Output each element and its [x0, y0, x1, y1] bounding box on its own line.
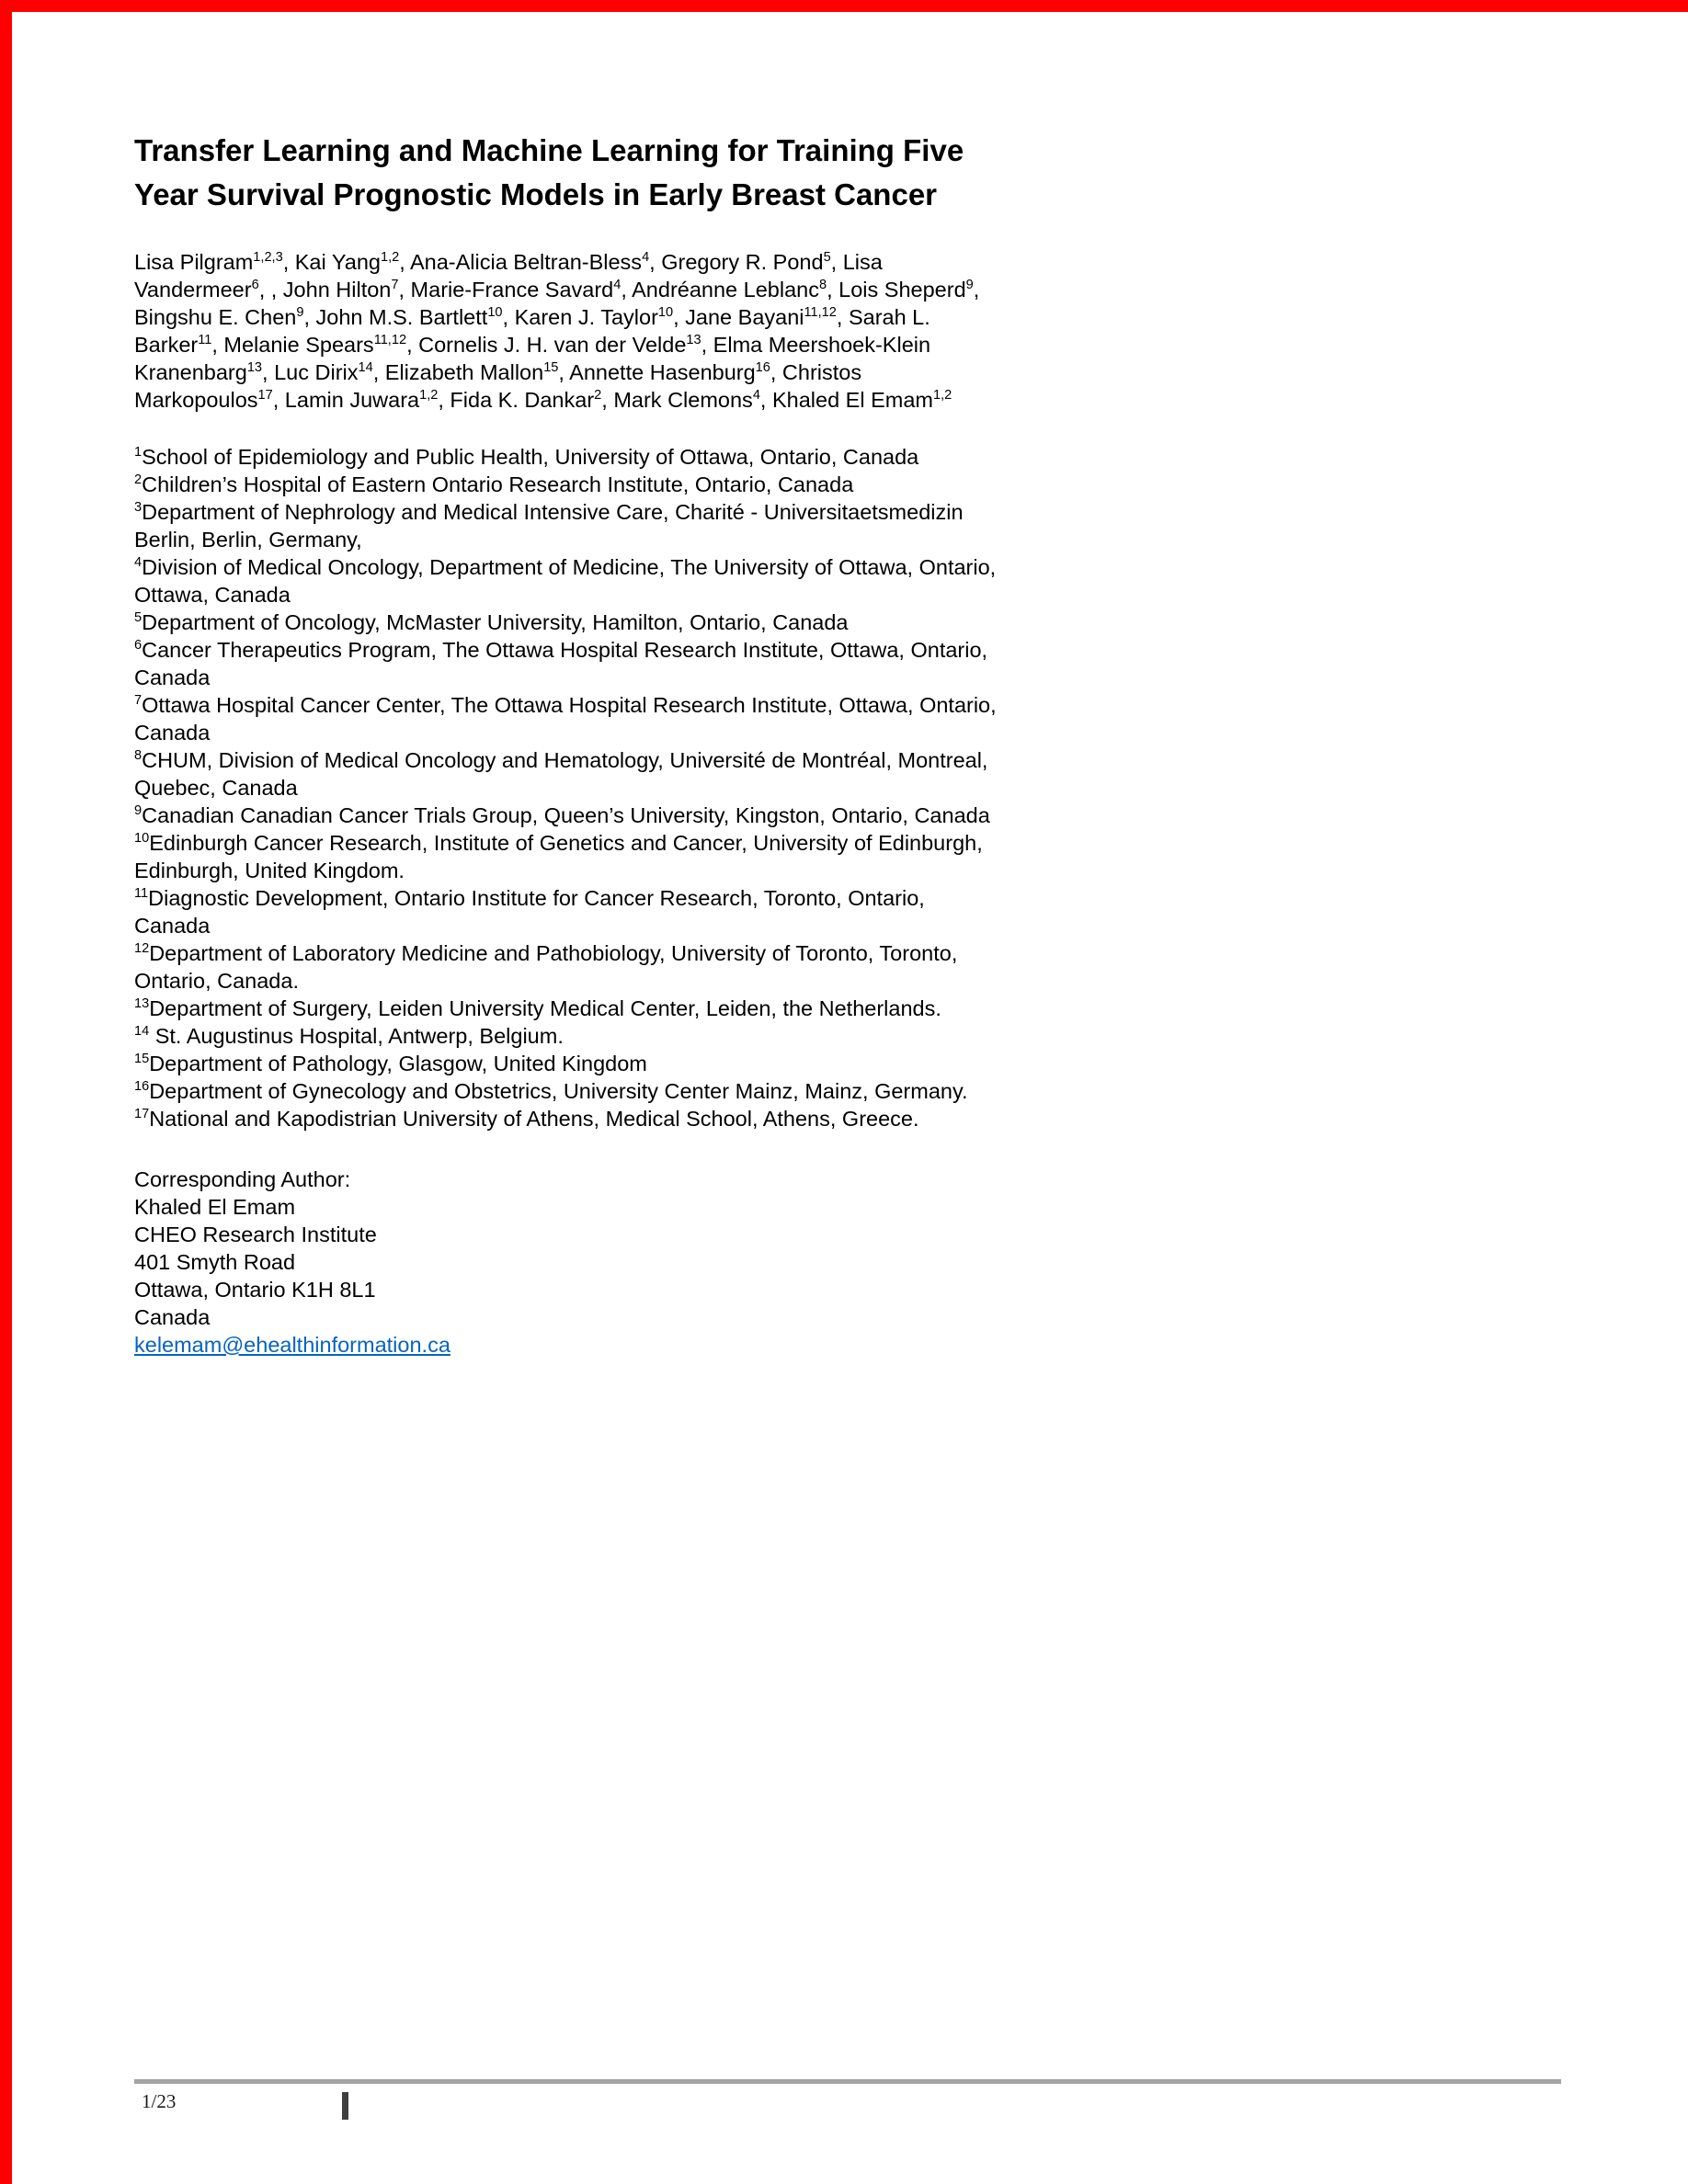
affiliation-number-sup: 14: [134, 1024, 150, 1040]
author-list: Lisa Pilgram$^{1,2,3}$, Kai Yang$^{1,2}$, Ana-Alicia Beltran-Bless$^4$, Gregory R. Pond$^5$, Lisa Vandermeer$^6$, , John Hilton$^7$, Marie-France Savard$^4$, Andréanne Leblanc$^8$, Lois Sheperd$^9$, Bingshu E. Chen$^9$, John M.S. Bartlett$^{10}$, Karen J. Taylor$^{10}$, Jane Bayani$^{11,12}$, Sarah L. Barker$^{11}$, Melanie Spears$^{11,12}$, Cornelis J. H. van der Velde$^{13}$, Elma Meershoek-Klein Kranenbarg$^{13}$, Luc Dirix$^{14}$, Elizabeth Mallon$^{15}$, Annette Hasenburg$^{16}$, Christos Markopoulos$^{17}$, Lamin Juwara$^{1,2}$, Fida K. Dankar$^2$, Mark Clemons$^4$, Khaled El Emam$^{1,2}$: [134, 250, 980, 412]
page-content: [134, 129, 1008, 1359]
affiliation-number-sup: 10: [134, 831, 150, 847]
corresponding-author-city: Ottawa, Ontario K1H 8L1: [134, 1278, 376, 1302]
affiliation-number-sup: 11: [134, 886, 149, 902]
affiliation-number-sup: 17: [134, 1107, 150, 1122]
author-affiliation-sup: 16: [755, 360, 770, 376]
affiliation-number-sup: 12: [134, 941, 150, 957]
affiliation-item: $^9$Canadian Canadian Cancer Trials Group, Queen’s University, Kingston, Ontario, Canada: [134, 803, 990, 827]
author-affiliation-sup: 4: [613, 278, 622, 293]
author-affiliation-sup: 10: [487, 305, 503, 321]
affiliation-item: $^4$Division of Medical Oncology, Department of Medicine, The University of Ottawa, Ontario, Ottawa, Canada: [134, 555, 997, 607]
author-affiliation-sup: 13: [246, 360, 263, 376]
email-row: [134, 1331, 998, 1359]
author-affiliation-sup: 11: [198, 333, 212, 348]
red-top-border: [0, 0, 1688, 12]
affiliation-number-sup: 6: [134, 638, 143, 654]
author-affiliation-sup: 1,2,3: [253, 250, 283, 266]
affiliation-item: $^5$Department of Oncology, McMaster University, Hamilton, Ontario, Canada: [134, 610, 849, 634]
affiliation-item: $^{11}$Diagnostic Development, Ontario Institute for Cancer Research, Toronto, Ontario, Canada: [134, 886, 925, 938]
affiliation-item: $^{17}$National and Kapodistrian University of Athens, Medical School, Athens, Greece.: [134, 1107, 919, 1131]
red-left-border: [0, 0, 12, 2184]
affiliation-number-sup: 1: [134, 445, 143, 461]
author-affiliation-sup: 8: [818, 278, 827, 293]
affiliation-item: $^{15}$Department of Pathology, Glasgow, United Kingdom: [134, 1052, 647, 1075]
author-affiliation-sup: 14: [358, 360, 373, 376]
affiliation-item: $^1$School of Epidemiology and Public Health, University of Ottawa, Ontario, Canada: [134, 445, 919, 469]
affiliation-number-sup: 13: [134, 996, 150, 1012]
author-affiliation-sup: 5: [823, 250, 831, 266]
affiliation-number-sup: 16: [134, 1079, 150, 1095]
author-affiliation-sup: 7: [391, 278, 399, 293]
affiliation-item: $^{10}$Edinburgh Cancer Research, Institute of Genetics and Cancer, University of Edinburgh, Edinburgh, United Kingdom.: [134, 831, 983, 882]
paper-title: Transfer Learning and Machine Learning for Training Five Year Survival Prognostic Models in Early Breast Cancer: [134, 133, 964, 211]
email-link[interactable]: kelemam@ehealthinformation.ca: [134, 1333, 451, 1357]
affiliation-item: $^3$Department of Nephrology and Medical Intensive Care, Charité - Universitaetsmedizin Berlin, Berlin, Germany,: [134, 500, 964, 552]
author-affiliation-sup: 9: [965, 278, 974, 293]
footer-cursor-bar: [342, 2092, 348, 2120]
corresponding-author-street: 401 Smyth Road: [134, 1250, 296, 1274]
page-number: 1/23: [142, 2090, 177, 2112]
affiliation-item: $^7$Ottawa Hospital Cancer Center, The Ottawa Hospital Research Institute, Ottawa, Ontario, Canada: [134, 693, 997, 745]
author-affiliation-sup: 13: [686, 333, 701, 348]
affiliation-item: $^{13}$Department of Surgery, Leiden University Medical Center, Leiden, the Netherlands.: [134, 996, 941, 1020]
page-footer: [134, 2079, 1561, 2113]
author-affiliation-sup: 4: [642, 250, 650, 266]
affiliation-item: $^{12}$Department of Laboratory Medicine and Pathobiology, University of Toronto, Toronto, Ontario, Canada.: [134, 941, 958, 993]
corresponding-author-block: [134, 1166, 998, 1359]
affiliation-list: [134, 443, 998, 1132]
affiliation-number-sup: 2: [134, 472, 143, 488]
author-affiliation-sup: 2: [594, 388, 602, 404]
author-affiliation-sup: 1,2: [419, 388, 439, 404]
author-affiliation-sup: 4: [752, 388, 760, 404]
affiliation-number-sup: 3: [134, 500, 143, 516]
author-affiliation-sup: 9: [296, 305, 304, 321]
author-affiliation-sup: 10: [657, 305, 674, 321]
author-affiliation-sup: 11,12: [804, 305, 837, 321]
affiliation-number-sup: 8: [134, 748, 143, 764]
affiliation-number-sup: 9: [134, 803, 143, 819]
affiliation-number-sup: 4: [134, 555, 143, 571]
author-affiliation-sup: 11,12: [373, 333, 407, 348]
author-affiliation-sup: 1,2: [380, 250, 400, 266]
corresponding-author-label: Corresponding Author:: [134, 1167, 351, 1191]
affiliation-number-sup: 15: [134, 1052, 150, 1067]
author-affiliation-sup: 1,2: [933, 388, 952, 404]
corresponding-author-institute: CHEO Research Institute: [134, 1223, 377, 1246]
author-affiliation-sup: 15: [543, 360, 559, 376]
affiliation-item: $^2$Children’s Hospital of Eastern Ontario Research Institute, Ontario, Canada: [134, 472, 854, 496]
affiliation-number-sup: 5: [134, 610, 143, 626]
corresponding-author-name: Khaled El Emam: [134, 1195, 296, 1219]
author-affiliation-sup: 6: [251, 278, 259, 293]
author-affiliation-sup: 17: [257, 388, 273, 404]
affiliation-item: $^8$CHUM, Division of Medical Oncology and Hematology, Université de Montréal, Montreal, Quebec, Canada: [134, 748, 988, 800]
affiliation-item: $^{16}$Department of Gynecology and Obstetrics, University Center Mainz, Mainz, Germany.: [134, 1079, 968, 1103]
corresponding-author-country: Canada: [134, 1305, 211, 1329]
affiliation-item: $^{14}$ St. Augustinus Hospital, Antwerp, Belgium.: [134, 1024, 564, 1048]
affiliation-item: $^6$Cancer Therapeutics Program, The Ottawa Hospital Research Institute, Ottawa, Ontario, Canada: [134, 638, 988, 689]
affiliation-number-sup: 7: [134, 693, 143, 709]
